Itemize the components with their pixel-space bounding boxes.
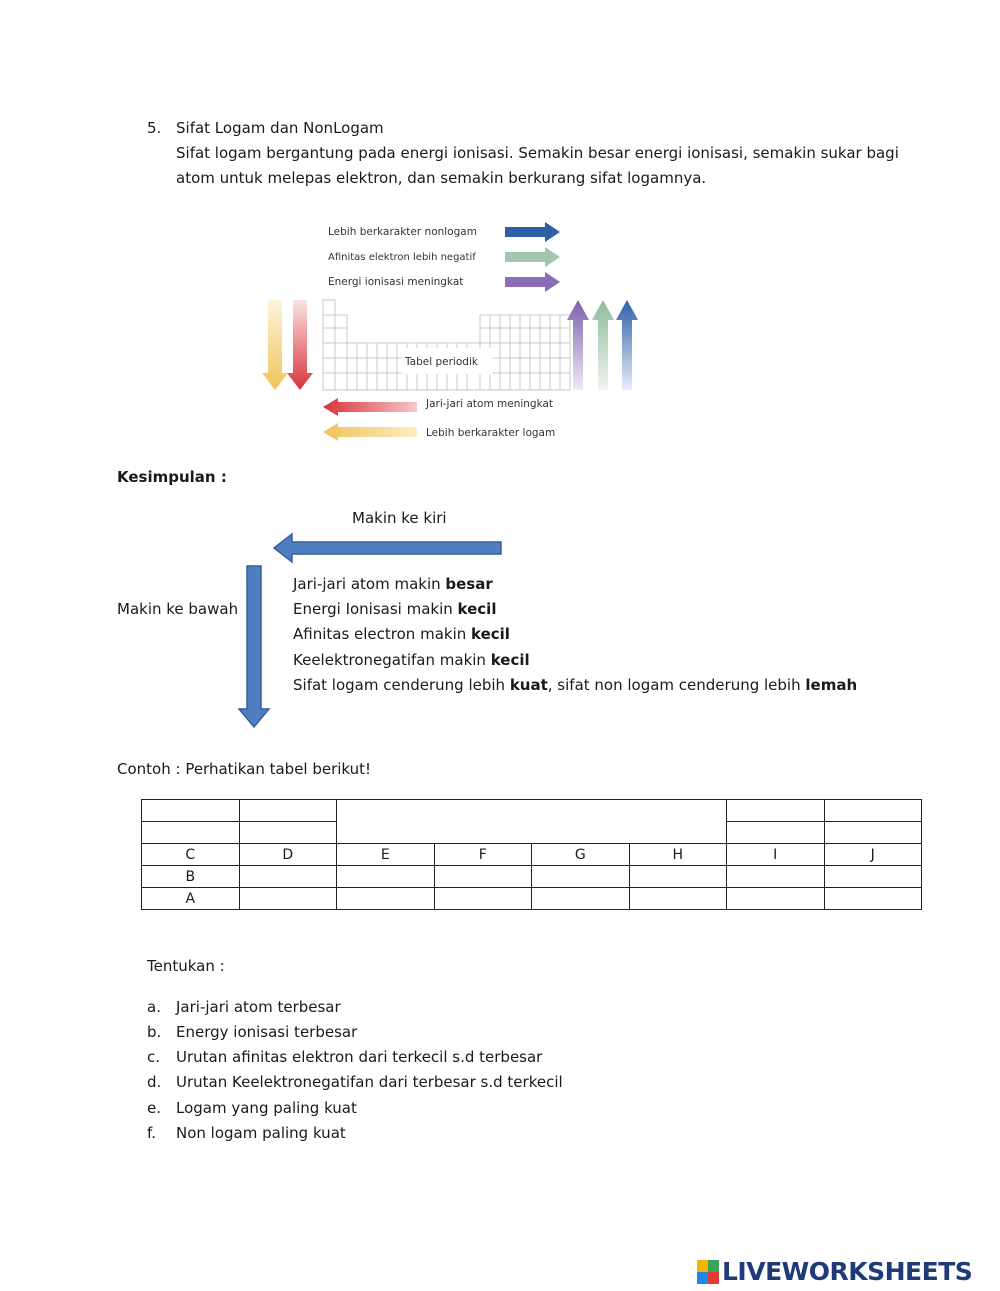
liveworksheets-logo[interactable] — [697, 1257, 972, 1286]
task-item-d: Urutan Keelektronegatifan dari terbesar s.d terkecil — [176, 1073, 563, 1091]
arrow-up-blue — [616, 300, 638, 390]
arrow-right-purple — [505, 272, 560, 292]
table-row — [142, 866, 922, 888]
arrow-down-red — [287, 300, 313, 390]
conclusion-item-1: Jari-jari atom makin besar — [293, 575, 493, 593]
arrow-left-yellow — [323, 423, 417, 441]
table-cell: B — [142, 866, 240, 888]
periodic-table-grid — [323, 300, 570, 390]
label-ionization: Energi ionisasi meningkat — [328, 276, 464, 288]
logo-mark-icon — [697, 1260, 719, 1284]
table-cell: J — [824, 844, 922, 866]
task-letter: b. — [147, 1023, 162, 1041]
task-letter: d. — [147, 1073, 162, 1091]
table-cell: F — [434, 844, 532, 866]
task-letter: e. — [147, 1099, 161, 1117]
task-item-e: Logam yang paling kuat — [176, 1099, 357, 1117]
conclusion-heading: Kesimpulan : — [117, 468, 227, 486]
arrow-down-yellow — [262, 300, 288, 390]
task-item-b: Energy ionisasi terbesar — [176, 1023, 358, 1041]
task-heading: Tentukan : — [147, 957, 225, 975]
paragraph-line-1: Sifat logam bergantung pada energi ionisasi. Semakin besar energi ionisasi, semakin sukar bagi — [176, 144, 899, 162]
task-letter: c. — [147, 1048, 161, 1066]
example-intro: Contoh : Perhatikan tabel berikut! — [117, 760, 372, 778]
table-row — [142, 844, 922, 866]
table-cell: A — [142, 888, 240, 910]
down-arrow — [236, 563, 272, 731]
conclusion-item-2: Energi Ionisasi makin kecil — [293, 600, 497, 618]
arrow-right-green — [505, 247, 560, 267]
section-title: Sifat Logam dan NonLogam — [176, 119, 384, 137]
task-item-c: Urutan afinitas elektron dari terkecil s.d terbesar — [176, 1048, 543, 1066]
label-periodic-table: Tabel periodik — [405, 356, 478, 368]
table-row — [142, 800, 922, 822]
paragraph-line-2: atom untuk melepas elektron, dan semakin berkurang sifat logamnya. — [176, 169, 707, 187]
table-cell: I — [727, 844, 825, 866]
task-letter: a. — [147, 998, 161, 1016]
left-direction-label: Makin ke kiri — [352, 509, 447, 527]
arrow-up-green — [592, 300, 614, 390]
conclusion-item-5: Sifat logam cenderung lebih kuat, sifat non logam cenderung lebih lemah — [293, 676, 858, 694]
section-number: 5. — [147, 119, 162, 137]
example-periodic-table — [141, 799, 922, 910]
table-cell: E — [337, 844, 435, 866]
table-cell: H — [629, 844, 727, 866]
table-row — [142, 888, 922, 910]
table-cell: G — [532, 844, 630, 866]
table-gap-cell — [337, 800, 727, 844]
logo-text: LIVEWORKSHEETS — [722, 1257, 973, 1286]
table-cell: D — [239, 844, 337, 866]
label-affinity: Afinitas elektron lebih negatif — [328, 252, 476, 263]
task-item-f: Non logam paling kuat — [176, 1124, 346, 1142]
label-nonmetal: Lebih berkarakter nonlogam — [328, 226, 477, 238]
left-arrow — [272, 532, 506, 564]
table-cell: C — [142, 844, 240, 866]
conclusion-item-3: Afinitas electron makin kecil — [293, 625, 510, 643]
conclusion-item-4: Keelektronegatifan makin kecil — [293, 651, 530, 669]
arrow-left-red — [323, 398, 417, 416]
down-direction-label: Makin ke bawah — [117, 600, 239, 618]
label-radius: Jari-jari atom meningkat — [426, 398, 554, 410]
label-metal: Lebih berkarakter logam — [426, 427, 556, 439]
task-letter: f. — [147, 1124, 156, 1142]
task-item-a: Jari-jari atom terbesar — [176, 998, 341, 1016]
arrow-right-blue — [505, 222, 560, 242]
periodic-trend-figure — [255, 210, 655, 450]
